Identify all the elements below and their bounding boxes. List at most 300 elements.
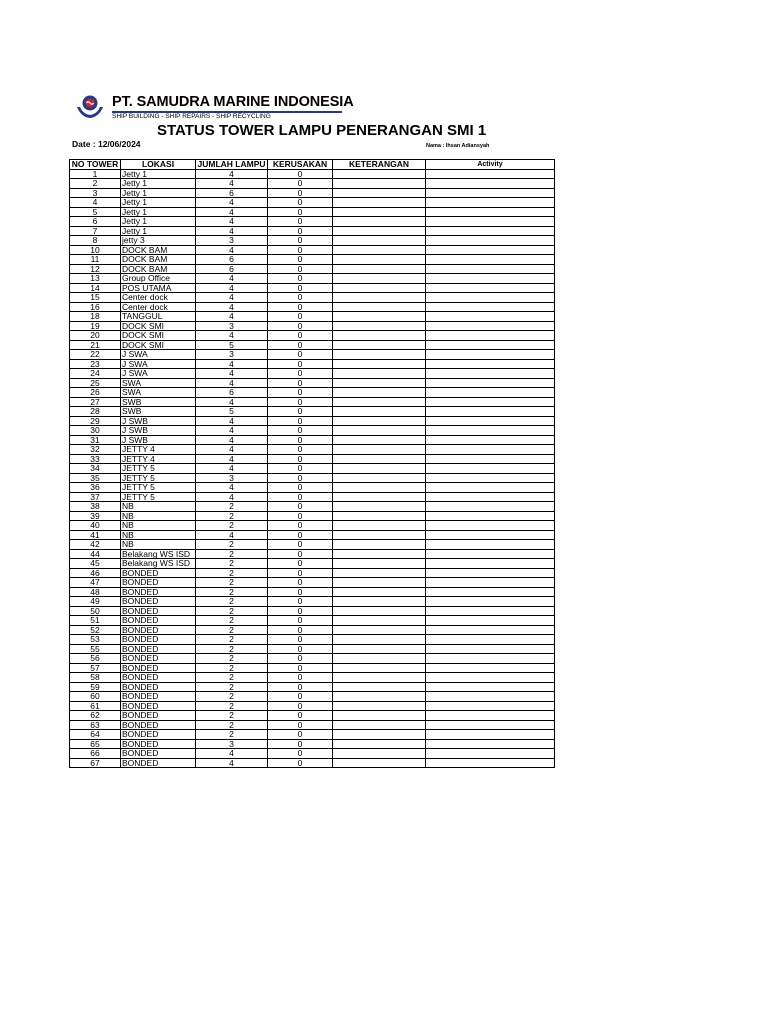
table-row: [70, 758, 555, 768]
keterangan-cell: [333, 644, 426, 654]
lokasi-cell: BONDED: [121, 654, 196, 664]
kerusakan-cell: 0: [268, 711, 333, 721]
lokasi-cell: NB: [121, 511, 196, 521]
no-tower-cell: 37: [70, 492, 121, 502]
kerusakan-cell: 0: [268, 274, 333, 284]
lokasi-cell: J SWA: [121, 350, 196, 360]
kerusakan-cell: 0: [268, 720, 333, 730]
kerusakan-cell: 0: [268, 635, 333, 645]
jumlah-lampu-cell: 2: [196, 663, 268, 673]
activity-cell: [426, 416, 555, 426]
activity-cell: [426, 359, 555, 369]
column-header-activity: Activity: [426, 160, 555, 170]
lokasi-cell: Jetty 1: [121, 169, 196, 179]
table-row: [70, 749, 555, 759]
lokasi-cell: NB: [121, 530, 196, 540]
table-row: [70, 302, 555, 312]
no-tower-cell: 39: [70, 511, 121, 521]
keterangan-cell: [333, 578, 426, 588]
kerusakan-cell: 0: [268, 549, 333, 559]
keterangan-cell: [333, 540, 426, 550]
table-row: [70, 236, 555, 246]
table-row: [70, 388, 555, 398]
no-tower-cell: 4: [70, 198, 121, 208]
jumlah-lampu-cell: 4: [196, 530, 268, 540]
jumlah-lampu-cell: 4: [196, 426, 268, 436]
table-row: [70, 217, 555, 227]
activity-cell: [426, 378, 555, 388]
jumlah-lampu-cell: 6: [196, 188, 268, 198]
table-row: [70, 654, 555, 664]
jumlah-lampu-cell: 4: [196, 293, 268, 303]
kerusakan-cell: 0: [268, 701, 333, 711]
table-row: [70, 331, 555, 341]
table-row: [70, 606, 555, 616]
table-row: [70, 559, 555, 569]
table-row: [70, 521, 555, 531]
column-header-jumlah-lampu: JUMLAH LAMPU: [197, 159, 266, 169]
kerusakan-cell: 0: [268, 730, 333, 740]
no-tower-cell: 59: [70, 682, 121, 692]
table-row: [70, 644, 555, 654]
activity-cell: [426, 217, 555, 227]
kerusakan-cell: 0: [268, 302, 333, 312]
lokasi-cell: DOCK BAM: [121, 255, 196, 265]
keterangan-cell: [333, 521, 426, 531]
table-row: [70, 445, 555, 455]
kerusakan-cell: 0: [268, 597, 333, 607]
activity-cell: [426, 473, 555, 483]
no-tower-cell: 11: [70, 255, 121, 265]
lokasi-cell: SWB: [121, 407, 196, 417]
document-title: STATUS TOWER LAMPU PENERANGAN SMI 1: [157, 122, 487, 139]
lokasi-cell: BONDED: [121, 701, 196, 711]
table-row: [70, 502, 555, 512]
keterangan-cell: [333, 445, 426, 455]
table-row: [70, 663, 555, 673]
table-row: [70, 739, 555, 749]
activity-cell: [426, 350, 555, 360]
table-row: [70, 369, 555, 379]
table-row: [70, 720, 555, 730]
keterangan-cell: [333, 255, 426, 265]
table-row: [70, 625, 555, 635]
no-tower-cell: 64: [70, 730, 121, 740]
activity-cell: [426, 530, 555, 540]
jumlah-lampu-cell: 2: [196, 682, 268, 692]
lokasi-cell: J SWA: [121, 359, 196, 369]
table-row: [70, 435, 555, 445]
lokasi-cell: Jetty 1: [121, 198, 196, 208]
kerusakan-cell: 0: [268, 321, 333, 331]
kerusakan-cell: 0: [268, 340, 333, 350]
lokasi-cell: SWA: [121, 378, 196, 388]
activity-cell: [426, 663, 555, 673]
jumlah-lampu-cell: 2: [196, 521, 268, 531]
no-tower-cell: 41: [70, 530, 121, 540]
keterangan-cell: [333, 483, 426, 493]
jumlah-lampu-cell: 4: [196, 207, 268, 217]
jumlah-lampu-cell: 2: [196, 692, 268, 702]
activity-cell: [426, 578, 555, 588]
kerusakan-cell: 0: [268, 749, 333, 759]
jumlah-lampu-cell: 5: [196, 340, 268, 350]
jumlah-lampu-cell: 4: [196, 416, 268, 426]
no-tower-cell: 12: [70, 264, 121, 274]
kerusakan-cell: 0: [268, 179, 333, 189]
lokasi-cell: DOCK SMI: [121, 340, 196, 350]
kerusakan-cell: 0: [268, 426, 333, 436]
kerusakan-cell: 0: [268, 502, 333, 512]
keterangan-cell: [333, 730, 426, 740]
table-row: [70, 255, 555, 265]
table-row: [70, 188, 555, 198]
keterangan-cell: [333, 302, 426, 312]
table-row: [70, 350, 555, 360]
lokasi-cell: BONDED: [121, 692, 196, 702]
activity-cell: [426, 483, 555, 493]
lokasi-cell: J SWB: [121, 426, 196, 436]
lokasi-cell: JETTY 4: [121, 445, 196, 455]
jumlah-lampu-cell: 2: [196, 597, 268, 607]
lokasi-cell: Jetty 1: [121, 217, 196, 227]
activity-cell: [426, 255, 555, 265]
no-tower-cell: 57: [70, 663, 121, 673]
kerusakan-cell: 0: [268, 654, 333, 664]
jumlah-lampu-cell: 2: [196, 559, 268, 569]
keterangan-cell: [333, 388, 426, 398]
activity-cell: [426, 454, 555, 464]
no-tower-cell: 63: [70, 720, 121, 730]
jumlah-lampu-cell: 2: [196, 511, 268, 521]
keterangan-cell: [333, 283, 426, 293]
table-row: [70, 492, 555, 502]
kerusakan-cell: 0: [268, 359, 333, 369]
column-header-kerusakan: KERUSAKAN: [268, 160, 333, 170]
jumlah-lampu-cell: 4: [196, 359, 268, 369]
no-tower-cell: 60: [70, 692, 121, 702]
keterangan-cell: [333, 720, 426, 730]
no-tower-cell: 6: [70, 217, 121, 227]
kerusakan-cell: 0: [268, 454, 333, 464]
kerusakan-cell: 0: [268, 245, 333, 255]
jumlah-lampu-cell: 4: [196, 283, 268, 293]
jumlah-lampu-cell: 6: [196, 255, 268, 265]
keterangan-cell: [333, 502, 426, 512]
keterangan-cell: [333, 587, 426, 597]
no-tower-cell: 58: [70, 673, 121, 683]
kerusakan-cell: 0: [268, 578, 333, 588]
lokasi-cell: JETTY 4: [121, 454, 196, 464]
keterangan-cell: [333, 321, 426, 331]
table-row: [70, 378, 555, 388]
table-row: [70, 540, 555, 550]
lokasi-cell: Center dock: [121, 293, 196, 303]
lokasi-cell: BONDED: [121, 635, 196, 645]
kerusakan-cell: 0: [268, 350, 333, 360]
jumlah-lampu-cell: 4: [196, 492, 268, 502]
lokasi-cell: Group Office: [121, 274, 196, 284]
lokasi-cell: BONDED: [121, 578, 196, 588]
table-row: [70, 274, 555, 284]
kerusakan-cell: 0: [268, 445, 333, 455]
no-tower-cell: 55: [70, 644, 121, 654]
kerusakan-cell: 0: [268, 473, 333, 483]
kerusakan-cell: 0: [268, 673, 333, 683]
kerusakan-cell: 0: [268, 435, 333, 445]
document-author: Nama : Ihsan Adiansyah: [426, 143, 490, 149]
no-tower-cell: 48: [70, 587, 121, 597]
kerusakan-cell: 0: [268, 568, 333, 578]
lokasi-cell: NB: [121, 540, 196, 550]
lokasi-cell: BONDED: [121, 568, 196, 578]
kerusakan-cell: 0: [268, 464, 333, 474]
no-tower-cell: 65: [70, 739, 121, 749]
jumlah-lampu-cell: 6: [196, 388, 268, 398]
activity-cell: [426, 407, 555, 417]
activity-cell: [426, 274, 555, 284]
activity-cell: [426, 198, 555, 208]
lokasi-cell: BONDED: [121, 758, 196, 768]
jumlah-lampu-cell: 6: [196, 264, 268, 274]
jumlah-lampu-cell: 2: [196, 587, 268, 597]
activity-cell: [426, 549, 555, 559]
activity-cell: [426, 682, 555, 692]
kerusakan-cell: 0: [268, 682, 333, 692]
jumlah-lampu-cell: 4: [196, 369, 268, 379]
activity-cell: [426, 587, 555, 597]
jumlah-lampu-cell: 2: [196, 644, 268, 654]
activity-cell: [426, 369, 555, 379]
table-row: [70, 549, 555, 559]
keterangan-cell: [333, 549, 426, 559]
jumlah-lampu-cell: 2: [196, 568, 268, 578]
no-tower-cell: 15: [70, 293, 121, 303]
activity-cell: [426, 293, 555, 303]
no-tower-cell: 23: [70, 359, 121, 369]
keterangan-cell: [333, 673, 426, 683]
table-row: [70, 245, 555, 255]
lokasi-cell: BONDED: [121, 587, 196, 597]
activity-cell: [426, 426, 555, 436]
jumlah-lampu-cell: 4: [196, 198, 268, 208]
no-tower-cell: 61: [70, 701, 121, 711]
lokasi-cell: BONDED: [121, 720, 196, 730]
table-row: [70, 416, 555, 426]
table-row: [70, 359, 555, 369]
table-row: [70, 340, 555, 350]
kerusakan-cell: 0: [268, 692, 333, 702]
kerusakan-cell: 0: [268, 217, 333, 227]
lokasi-cell: JETTY 5: [121, 492, 196, 502]
table-row: [70, 730, 555, 740]
keterangan-cell: [333, 711, 426, 721]
kerusakan-cell: 0: [268, 559, 333, 569]
activity-cell: [426, 283, 555, 293]
kerusakan-cell: 0: [268, 739, 333, 749]
jumlah-lampu-cell: 4: [196, 217, 268, 227]
lokasi-cell: BONDED: [121, 749, 196, 759]
keterangan-cell: [333, 568, 426, 578]
column-header-keterangan: KETERANGAN: [333, 160, 426, 170]
activity-cell: [426, 521, 555, 531]
lokasi-cell: NB: [121, 502, 196, 512]
activity-cell: [426, 331, 555, 341]
keterangan-cell: [333, 511, 426, 521]
table-row: [70, 321, 555, 331]
activity-cell: [426, 711, 555, 721]
no-tower-cell: 33: [70, 454, 121, 464]
kerusakan-cell: 0: [268, 312, 333, 322]
jumlah-lampu-cell: 3: [196, 739, 268, 749]
lokasi-cell: Jetty 1: [121, 188, 196, 198]
activity-cell: [426, 179, 555, 189]
activity-cell: [426, 492, 555, 502]
no-tower-cell: 10: [70, 245, 121, 255]
lokasi-cell: DOCK BAM: [121, 245, 196, 255]
no-tower-cell: 14: [70, 283, 121, 293]
no-tower-cell: 67: [70, 758, 121, 768]
no-tower-cell: 66: [70, 749, 121, 759]
lokasi-cell: BONDED: [121, 711, 196, 721]
lokasi-cell: BONDED: [121, 739, 196, 749]
keterangan-cell: [333, 340, 426, 350]
jumlah-lampu-cell: 4: [196, 331, 268, 341]
no-tower-cell: 24: [70, 369, 121, 379]
no-tower-cell: 25: [70, 378, 121, 388]
jumlah-lampu-cell: 4: [196, 454, 268, 464]
keterangan-cell: [333, 274, 426, 284]
activity-cell: [426, 388, 555, 398]
no-tower-cell: 13: [70, 274, 121, 284]
no-tower-cell: 47: [70, 578, 121, 588]
kerusakan-cell: 0: [268, 226, 333, 236]
no-tower-cell: 35: [70, 473, 121, 483]
kerusakan-cell: 0: [268, 758, 333, 768]
activity-cell: [426, 749, 555, 759]
keterangan-cell: [333, 293, 426, 303]
keterangan-cell: [333, 454, 426, 464]
no-tower-cell: 28: [70, 407, 121, 417]
jumlah-lampu-cell: 4: [196, 302, 268, 312]
keterangan-cell: [333, 198, 426, 208]
table-row: [70, 312, 555, 322]
keterangan-cell: [333, 663, 426, 673]
jumlah-lampu-cell: 2: [196, 616, 268, 626]
keterangan-cell: [333, 435, 426, 445]
lokasi-cell: BONDED: [121, 616, 196, 626]
table-row: [70, 692, 555, 702]
lokasi-cell: J SWB: [121, 416, 196, 426]
lokasi-cell: DOCK SMI: [121, 321, 196, 331]
keterangan-cell: [333, 625, 426, 635]
jumlah-lampu-cell: 3: [196, 350, 268, 360]
no-tower-cell: 5: [70, 207, 121, 217]
no-tower-cell: 34: [70, 464, 121, 474]
keterangan-cell: [333, 606, 426, 616]
activity-cell: [426, 188, 555, 198]
keterangan-cell: [333, 378, 426, 388]
document-date: Date : 12/06/2024: [72, 139, 141, 149]
kerusakan-cell: 0: [268, 540, 333, 550]
activity-cell: [426, 207, 555, 217]
activity-cell: [426, 739, 555, 749]
jumlah-lampu-cell: 2: [196, 720, 268, 730]
lokasi-cell: BONDED: [121, 663, 196, 673]
kerusakan-cell: 0: [268, 416, 333, 426]
activity-cell: [426, 464, 555, 474]
jumlah-lampu-cell: 3: [196, 236, 268, 246]
activity-cell: [426, 692, 555, 702]
lokasi-cell: JETTY 5: [121, 464, 196, 474]
jumlah-lampu-cell: 3: [196, 473, 268, 483]
table-row: [70, 616, 555, 626]
lokasi-cell: Belakang WS ISD: [121, 559, 196, 569]
kerusakan-cell: 0: [268, 511, 333, 521]
keterangan-cell: [333, 350, 426, 360]
lokasi-cell: TANGGUL: [121, 312, 196, 322]
keterangan-cell: [333, 473, 426, 483]
no-tower-cell: 40: [70, 521, 121, 531]
activity-cell: [426, 312, 555, 322]
kerusakan-cell: 0: [268, 483, 333, 493]
keterangan-cell: [333, 236, 426, 246]
no-tower-cell: 53: [70, 635, 121, 645]
activity-cell: [426, 264, 555, 274]
no-tower-cell: 38: [70, 502, 121, 512]
no-tower-cell: 16: [70, 302, 121, 312]
no-tower-cell: 30: [70, 426, 121, 436]
jumlah-lampu-cell: 4: [196, 378, 268, 388]
jumlah-lampu-cell: 5: [196, 407, 268, 417]
jumlah-lampu-cell: 4: [196, 464, 268, 474]
table-row: [70, 673, 555, 683]
activity-cell: [426, 302, 555, 312]
activity-cell: [426, 625, 555, 635]
kerusakan-cell: 0: [268, 378, 333, 388]
keterangan-cell: [333, 169, 426, 179]
keterangan-cell: [333, 245, 426, 255]
activity-cell: [426, 435, 555, 445]
keterangan-cell: [333, 188, 426, 198]
no-tower-cell: 18: [70, 312, 121, 322]
keterangan-cell: [333, 416, 426, 426]
jumlah-lampu-cell: 3: [196, 321, 268, 331]
keterangan-cell: [333, 692, 426, 702]
activity-cell: [426, 730, 555, 740]
no-tower-cell: 2: [70, 179, 121, 189]
table-row: [70, 578, 555, 588]
table-row: [70, 473, 555, 483]
table-header-row: [70, 160, 555, 170]
kerusakan-cell: 0: [268, 492, 333, 502]
table-row: [70, 293, 555, 303]
table-row: [70, 701, 555, 711]
activity-cell: [426, 606, 555, 616]
jumlah-lampu-cell: 4: [196, 397, 268, 407]
kerusakan-cell: 0: [268, 397, 333, 407]
table-row: [70, 454, 555, 464]
lokasi-cell: J SWB: [121, 435, 196, 445]
activity-cell: [426, 644, 555, 654]
kerusakan-cell: 0: [268, 264, 333, 274]
no-tower-cell: 52: [70, 625, 121, 635]
column-header-no-tower: NO TOWER: [70, 160, 121, 170]
no-tower-cell: 21: [70, 340, 121, 350]
kerusakan-cell: 0: [268, 169, 333, 179]
no-tower-cell: 45: [70, 559, 121, 569]
jumlah-lampu-cell: 2: [196, 549, 268, 559]
